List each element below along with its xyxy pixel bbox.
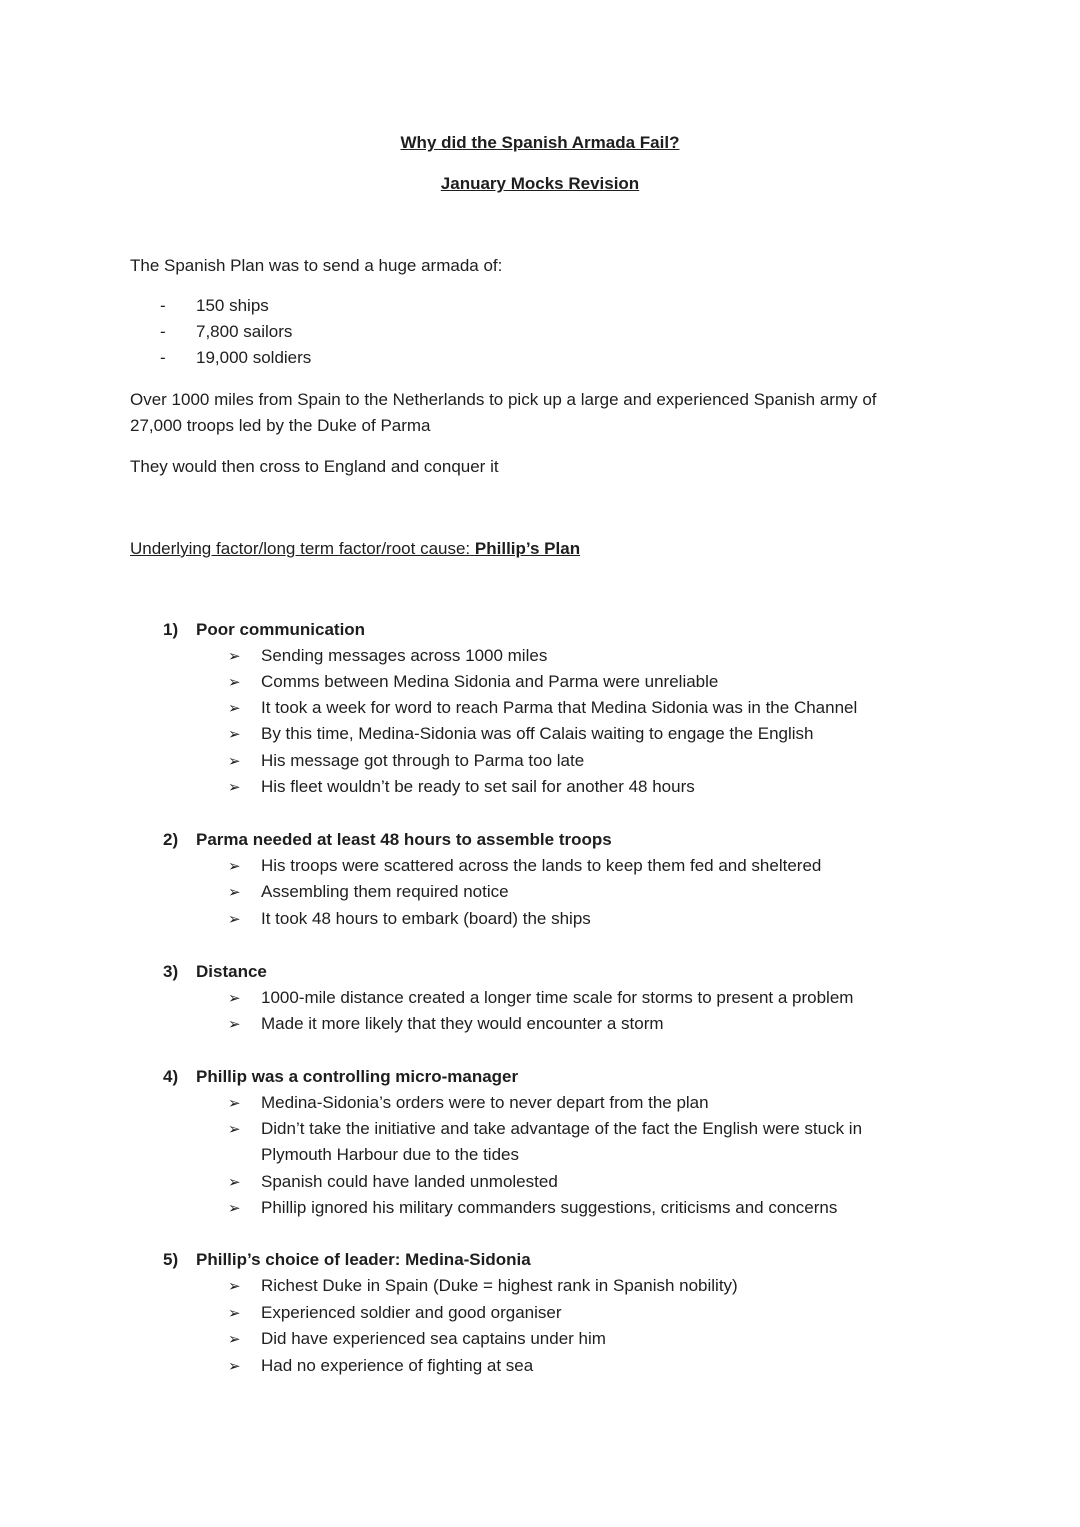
bullet-item: ➢ His message got through to Parma too late (228, 748, 584, 775)
section-heading: 5) Phillip’s choice of leader: Medina-Sidonia (163, 1250, 531, 1269)
armada-item: - 7,800 sailors (160, 322, 293, 341)
arrow-bullet-icon: ➢ (228, 990, 241, 1007)
document-subtitle: January Mocks Revision (440, 174, 640, 193)
arrow-bullet-icon: ➢ (228, 779, 241, 796)
bullet-item: ➢ Medina-Sidonia’s orders were to never depart from the plan (228, 1090, 709, 1117)
bullet-item: ➢ Assembling them required notice (228, 879, 509, 906)
arrow-bullet-icon: ➢ (228, 1016, 241, 1033)
arrow-bullet-icon: ➢ (228, 1200, 241, 1217)
arrow-bullet-icon: ➢ (228, 1305, 241, 1322)
arrow-bullet-icon: ➢ (228, 753, 241, 770)
paragraph-line: 27,000 troops led by the Duke of Parma (130, 416, 431, 435)
paragraph-line: They would then cross to England and conquer it (130, 457, 499, 476)
arrow-bullet-icon: ➢ (228, 1095, 241, 1112)
section-heading: 4) Phillip was a controlling micro-manager (163, 1067, 519, 1086)
underlying-label: Underlying factor/long term factor/root cause: (130, 539, 471, 558)
section-heading: 1) Poor communication (163, 620, 366, 639)
arrow-bullet-icon: ➢ (228, 1331, 241, 1348)
arrow-bullet-icon: ➢ (228, 1358, 241, 1375)
bullet-item: ➢ Spanish could have landed unmolested (228, 1169, 558, 1196)
arrow-bullet-icon: ➢ (228, 884, 241, 901)
arrow-bullet-icon: ➢ (228, 911, 241, 928)
arrow-bullet-icon: ➢ (228, 1121, 241, 1138)
bullet-item: ➢ Comms between Medina Sidonia and Parma were unreliable (228, 669, 718, 696)
bullet-item: ➢ Richest Duke in Spain (Duke = highest rank in Spanish nobility) (228, 1273, 738, 1300)
bullet-item: ➢ Did have experienced sea captains under him (228, 1326, 606, 1353)
bullet-item: ➢ His troops were scattered across the lands to keep them fed and sheltered (228, 853, 821, 880)
arrow-bullet-icon: ➢ (228, 1278, 241, 1295)
section-heading: 2) Parma needed at least 48 hours to assemble troops (163, 830, 612, 849)
underlying-factor-heading (130, 536, 580, 562)
armada-item: - 150 ships (160, 296, 269, 315)
underlying-value: Phillip’s Plan (474, 539, 581, 558)
document-title: Why did the Spanish Armada Fail? (400, 133, 680, 152)
bullet-item: ➢ His fleet wouldn’t be ready to set sail for another 48 hours (228, 774, 695, 801)
bullet-item: ➢ Phillip ignored his military commanders suggestions, criticisms and concerns (228, 1195, 837, 1222)
bullet-item: ➢ 1000-mile distance created a longer time scale for storms to present a problem (228, 985, 853, 1012)
bullet-item: ➢ Sending messages across 1000 miles (228, 643, 547, 670)
bullet-item: ➢ Made it more likely that they would encounter a storm (228, 1011, 664, 1038)
bullet-item: ➢ It took 48 hours to embark (board) the ships (228, 906, 591, 933)
bullet-item: ➢ It took a week for word to reach Parma that Medina Sidonia was in the Channel (228, 695, 857, 722)
arrow-bullet-icon: ➢ (228, 858, 241, 875)
arrow-bullet-icon: ➢ (228, 648, 241, 665)
armada-item: - 19,000 soldiers (160, 348, 312, 367)
bullet-item-continuation: Plymouth Harbour due to the tides (261, 1145, 519, 1164)
arrow-bullet-icon: ➢ (228, 700, 241, 717)
arrow-bullet-icon: ➢ (228, 674, 241, 691)
paragraph-line: Over 1000 miles from Spain to the Netherlands to pick up a large and experienced Spanish army of (130, 390, 877, 409)
bullet-item: ➢ By this time, Medina-Sidonia was off Calais waiting to engage the English (228, 721, 814, 748)
bullet-item: ➢ Experienced soldier and good organiser (228, 1300, 562, 1327)
arrow-bullet-icon: ➢ (228, 726, 241, 743)
intro-text: The Spanish Plan was to send a huge armada of: (130, 256, 503, 275)
arrow-bullet-icon: ➢ (228, 1174, 241, 1191)
bullet-item: ➢ Had no experience of fighting at sea (228, 1353, 533, 1380)
bullet-item: ➢ Didn’t take the initiative and take advantage of the fact the English were stuck in (228, 1116, 862, 1143)
section-heading: 3) Distance (163, 962, 267, 981)
